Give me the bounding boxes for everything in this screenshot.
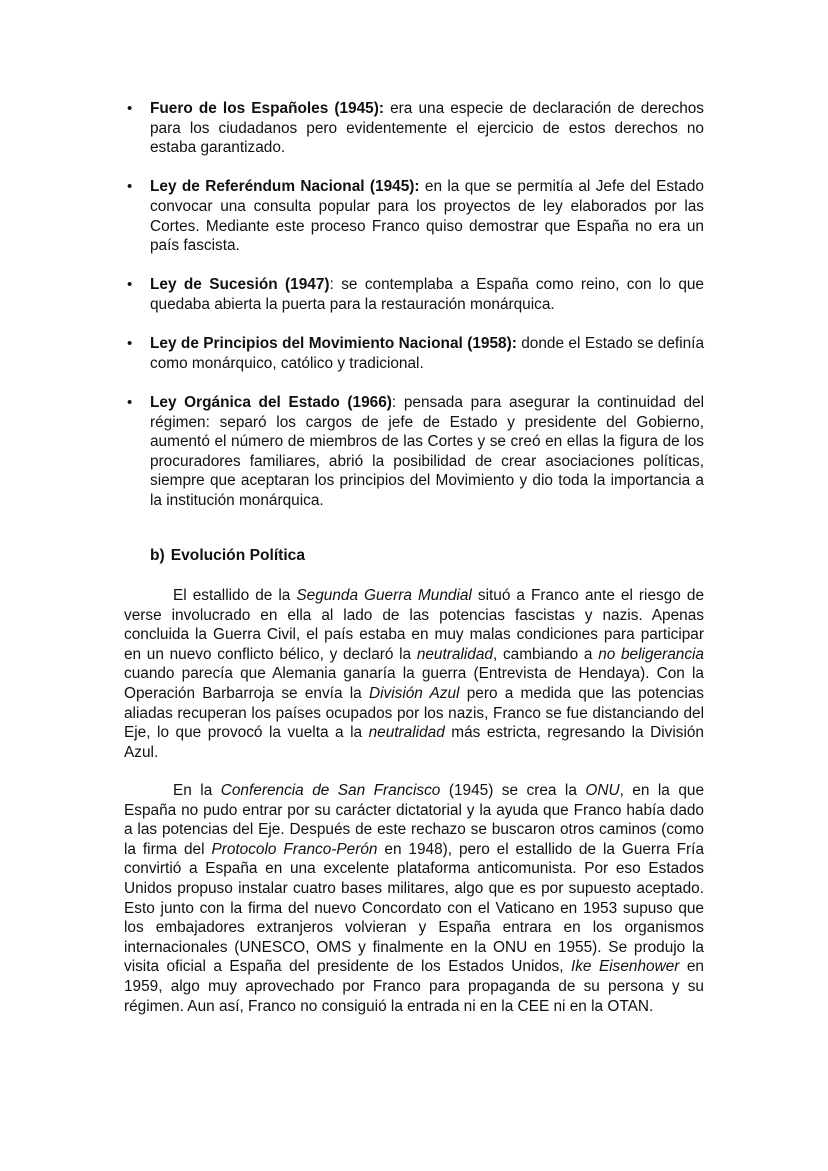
text-run: más estricta, regresando la División Azul. (124, 724, 704, 761)
text-run: en 1959, algo muy aprovechado por Franco para propaganda de su persona y su régimen. Aun así, Franco no consiguió la entrada ni en la CEE ni en la OTAN. (124, 958, 704, 1015)
bullet-item-ley-referendum (124, 177, 704, 255)
bullet-icon: • (127, 178, 133, 196)
paragraph-segunda-guerra-mundial (124, 586, 704, 762)
text-run: (1945) se crea la (440, 782, 586, 799)
text-run: En la (173, 782, 221, 799)
italic-run: no beligerancia (598, 645, 704, 663)
italic-run: Conferencia de San Francisco (220, 782, 441, 799)
italic-run: neutralidad (416, 645, 493, 663)
bullet-term: Ley Orgánica del Estado (1966) (150, 393, 392, 411)
bullet-item-ley-organica (124, 393, 704, 511)
bullet-text: donde el Estado se definía como monárquico, católico y tradicional. (150, 335, 705, 372)
bullet-item-ley-sucesion (124, 275, 704, 314)
bullet-item-ley-principios (124, 334, 704, 373)
italic-run: Ike Eisenhower (570, 958, 680, 976)
section-heading (150, 546, 670, 566)
bullet-term: Fuero de los Españoles (1945): (150, 100, 384, 117)
text-run: cuando parecía que Alemania ganaría la guerra (Entrevista de Hendaya). Con la Operación Barbarroja se envía la (124, 665, 704, 702)
italic-run: ONU (585, 782, 620, 799)
text-run: El estallido de la (173, 587, 297, 604)
bullet-text: en la que se permitía al Jefe del Estado convocar una consulta popular para los proyectos de ley elaborados por las Cortes. Mediante este proceso Franco quiso demostrar que España no era un país fascista. (150, 178, 704, 255)
bullet-icon: • (127, 100, 133, 117)
text-run: situó a Franco ante el riesgo de verse involucrado en ella al lado de las potencias fascistas y nazis. Apenas concluida la Guerra Civil, el país estaba en muy malas condiciones para participar en un nuevo conflicto bélico, y declaró la (124, 587, 704, 663)
italic-run: neutralidad (368, 724, 445, 742)
bullet-term: Ley de Referéndum Nacional (1945): (150, 178, 420, 196)
text-run: , cambiando a (492, 645, 599, 663)
laws-bullet-list (124, 99, 704, 530)
bullet-icon: • (127, 335, 133, 353)
bullet-term: Ley de Principios del Movimiento Nacional (1958): (150, 335, 517, 353)
bullet-text: : se contemplaba a España como reino, con lo que quedaba abierta la puerta para la restauración monárquica. (150, 276, 704, 313)
italic-run: División Azul (368, 684, 460, 702)
italic-run: Protocolo Franco-Perón (211, 840, 378, 858)
text-run: pero a medida que las potencias aliadas recuperan los países ocupados por los nazis, Franco se fue distanciando del Eje, lo que provocó la vuelta a la (124, 684, 704, 742)
bullet-item-fuero-espanoles (124, 99, 704, 158)
bullet-icon: • (127, 276, 133, 294)
bullet-text: : pensada para asegurar la continuidad del régimen: separó los cargos de jefe de Estado y presidente del Gobierno, aumentó el número de miembros de las Cortes y se creó en ellas la figura de los procuradores familiares, abrió la posibilidad de crear asociaciones políticas, siempre que aceptaran los principios del Movimiento y dio toda la importancia a la institución monárquica. (150, 393, 704, 509)
section-letter: b) (150, 547, 165, 564)
text-run: en 1948), pero el estallido de la Guerra Fría convirtió a España en una excelente plataforma anticomunista. Por eso Estados Unidos propuso instalar cuatro bases militares, algo que es por supuesto aceptado. Esto junto con la firma del nuevo Concordato con el Vaticano en 1953 supuso que los embajadores extranjeros volvieran y España entrara en los organismos internacionales (UNESCO, OMS y finalmente en la ONU en 1955). Se produjo la visita oficial a España del presidente de los Estados Unidos, (124, 840, 705, 976)
text-run: , en la que España no pudo entrar por su carácter dictatorial y la ayuda que Franco había dado a las potencias del Eje. Después de este rechazo se buscaron otros caminos (como la firma del (124, 782, 705, 858)
bullet-term: Ley de Sucesión (1947) (150, 276, 330, 294)
bullet-text: era una especie de declaración de derechos para los ciudadanos pero evidentemente el ejercicio de estos derechos no estaba garantizado. (150, 100, 705, 157)
section-title: Evolución Política (170, 547, 306, 564)
italic-run: Segunda Guerra Mundial (296, 587, 472, 604)
paragraph-conferencia-san-francisco (124, 781, 704, 1016)
bullet-icon: • (127, 393, 133, 411)
